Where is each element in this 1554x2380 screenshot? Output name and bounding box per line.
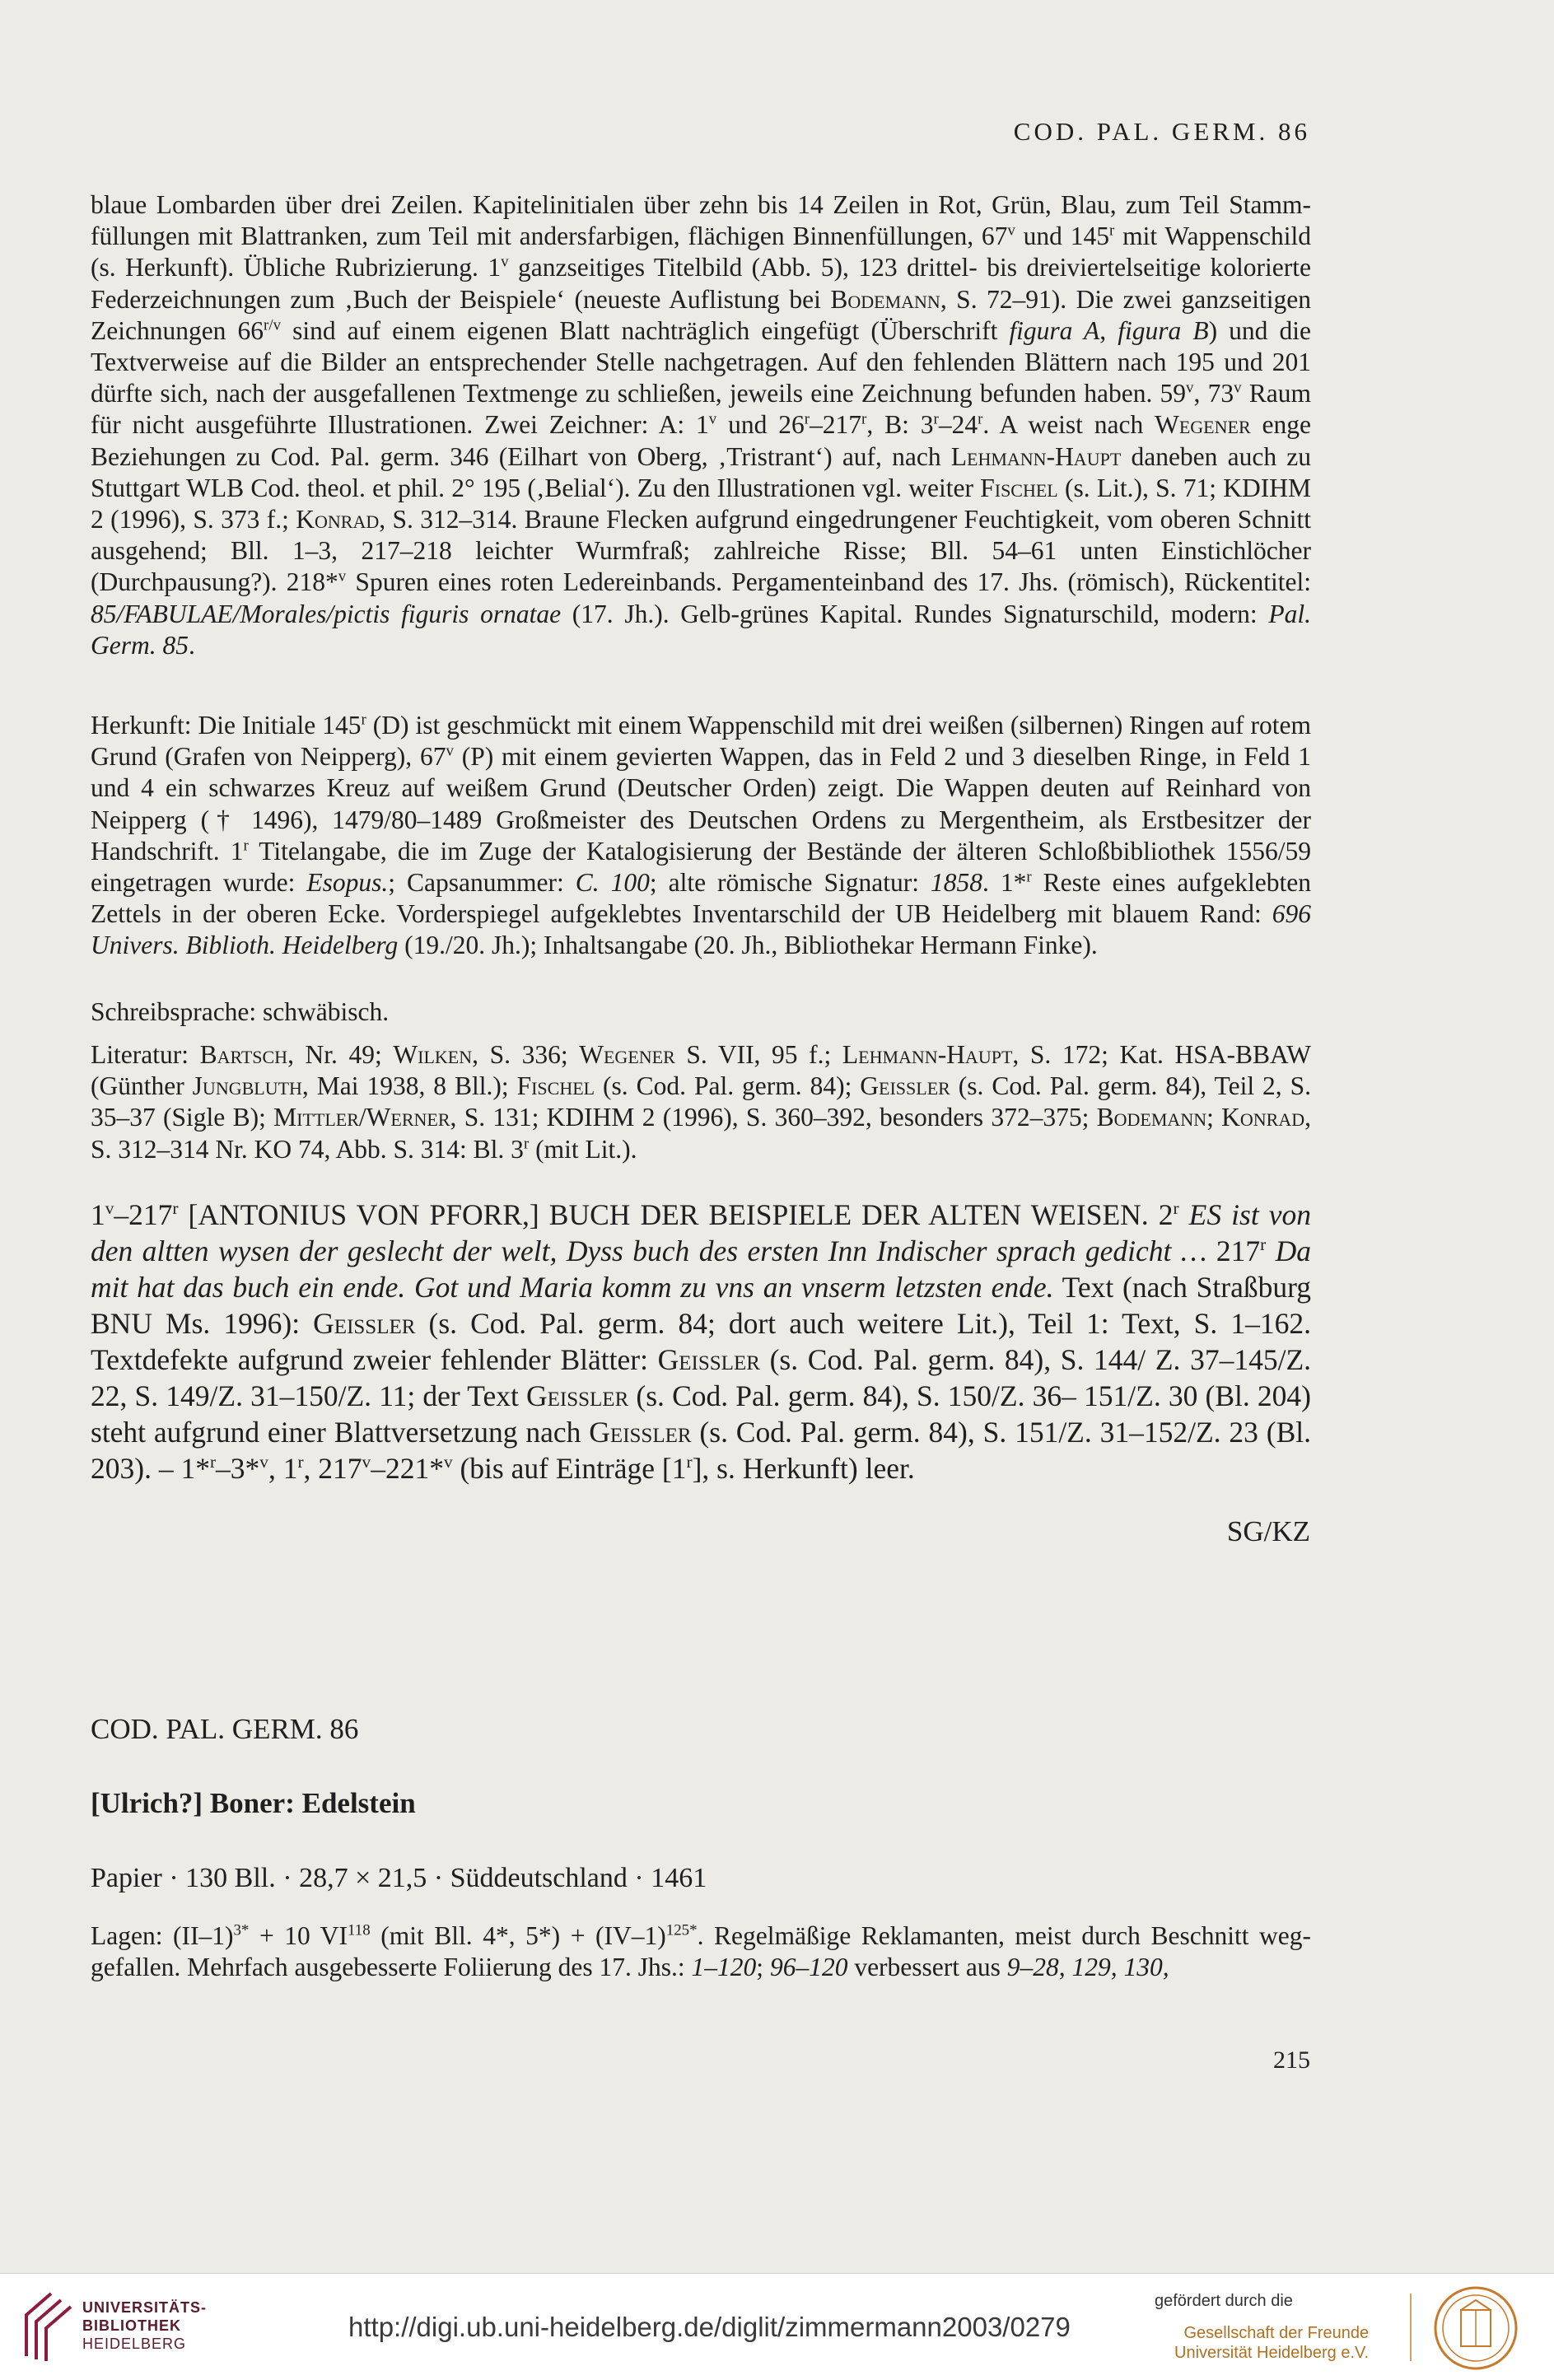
description-paragraph: blaue Lombarden über drei Zeilen. Kapitelinitialen über zehn bis 14 Zeilen in Rot, Grün, Blau, zum Teil Stammfüllungen mit Blattranken, zum Teil mit andersfarbigen, flächigen Binnenfüllungen, 67$^v$ und 145$^r$ mit Wappenschild (s. Herkunft). Übliche Rubrizierung. 1$^v$ ganzseitiges Titelbild (Abb. 5), 123 drittel- bis dreiviertelseitige kolorierte Federzeichnungen zum ‚Buch der Beispiele‘ (neueste Auflistung bei Bodemann, S. 72–91). Die zwei ganzseitigen Zeichnungen $66^{r/v}$ sind auf einem eigenen Blatt nachträglich eingefügt (Überschrift figura A, figura B) und die Textverweise auf die Bilder an entsprechender Stelle nachgetragen. Auf den fehlenden Blättern nach 195 und 201 dürfte sich, nach der ausgefallenen Textmenge zu schließen, jeweils eine Zeichnung befunden haben. 59$^v$, 73$^v$ Raum für nicht ausgeführte Illustrationen. Zwei Zeichner: A: 1$^v$ und 26$^r$–217$^r$, B: 3$^r$–24$^r$. A weist nach Wegener enge Beziehungen zu Cod. Pal. germ. 346 (Eilhart von Oberg, ‚Tristrant‘) auf, nach Lehmann-Haupt daneben auch zu Stuttgart WLB Cod. theol. et phil. 2° 195 (‚Belial‘). Zu den Illustrationen vgl. weiter Fischel (s. Lit.), S. 71; KDIHM 2 (1996), S. 373 f.; Konrad, S. 312–314. Braune Flecken aufgrund eingedrungener Feuchtigkeit, vom oberen Schnitt ausgehend; Bll. 1–3, 217–218 leichter Wurmfraß; zahlreiche Risse; Bll. 54–61 unten Einstichlöcher (Durchpausung?). 218*$^v$ Spuren eines roten Ledereinbands. Pergamenteinband des 17. Jhs. (römisch), Rückentitel: 85/FABULAE/Morales/pictis figuris ornatae (17. Jh.). Gelb-grünes Kapital. Rundes Signaturschild, modern: Pal. Germ. 85. (91, 190, 1312, 660)
footer-bar (0, 2273, 1554, 2380)
library-name-line3: HEIDELBERG (82, 2336, 187, 2352)
running-head: COD. PAL. GERM. 86 (1013, 117, 1310, 146)
library-name-line1: UNIVERSITÄTS- (82, 2299, 208, 2316)
literature-paragraph: Literatur: Bartsch, Nr. 49; Wilken, S. 336; Wegener S. VII, 95 f.; Lehmann-Haupt, S. 172; Kat. HSA-BBAW (Günther Jungbluth, Mai 1938, 8 Bll.); Fischel (s. Cod. Pal. germ. 84); Geissler (s. Cod. Pal. germ. 84), Teil 2, S. 35–37 (Sigle B); Mittler/Werner, S. 131; KDIHM 2 (1996), S. 360–392, besonders 372–375; Bodemann; Konrad, S. 312–314 Nr. KO 74, Abb. S. 314: Bl. 3$^r$ (mit Lit.). (91, 1040, 1312, 1164)
university-seal-icon (1433, 2285, 1519, 2371)
physical-description: Papier · 130 Bll. · 28,7 × 21,5 · Süddeutschland · 1461 (91, 1863, 707, 1893)
library-name-line2: BIBLIOTHEK (82, 2317, 181, 2334)
ub-heidelberg-logo-icon (18, 2290, 74, 2363)
work-title: [Ulrich?] Boner: Edelstein (91, 1787, 416, 1819)
funded-by-label: gefördert durch die (1155, 2292, 1293, 2310)
society-name-line1: Gesellschaft der Freunde (1183, 2324, 1370, 2342)
page-number: 215 (1273, 2046, 1310, 2074)
content-entry: 1$^v$–217$^r$ [ANTONIUS VON PFORR,] BUCH DER BEISPIELE DER ALTEN WEISEN. 2$^r$ ES ist von den altten wysen der geslecht der welt, Dyss buch des ersten Inn Indischer sprach gedicht … 217$^r$ Da mit hat das buch ein ende. Got und Maria komm zu vns an vnserm letzsten ende. Text (nach Straßburg BNU Ms. 1996): Geissler (s. Cod. Pal. germ. 84; dort auch weitere Lit.), Teil 1: Text, S. 1–162. Textdefekte aufgrund zweier fehlender Blätter: Geissler (s. Cod. Pal. germ. 84), S. 144/ Z. 37–145/Z. 22, S. 149/Z. 31–150/Z. 11; der Text Geissler (s. Cod. Pal. germ. 84), S. 150/Z. 36– 151/Z. 30 (Bl. 204) steht aufgrund einer Blattversetzung nach Geissler (s. Cod. Pal. germ. 84), S. 151/Z. 31–152/Z. 23 (Bl. 203). – 1*$^r$–3*$^v$, 1$^r$, 217$^v$–221*$^v$ (bis auf Einträge [1$^r$], s. Herkunft) leer. (91, 1198, 1312, 1485)
permalink-url[interactable]: http://digi.ub.uni-heidelberg.de/diglit/zimmermann2003/0279 (348, 2312, 1071, 2342)
society-name (1174, 2323, 1369, 2363)
schreibsprache-line: Schreibsprache: schwäbisch. (91, 997, 390, 1026)
library-name (82, 2298, 207, 2353)
editor-signature: SG/KZ (1226, 1515, 1310, 1547)
society-name-line2: Universität Heidelberg e.V. (1174, 2344, 1370, 2362)
codex-title: COD. PAL. GERM. 86 (91, 1713, 359, 1745)
lagen-paragraph: Lagen: $(II-1)^{3*} + 10$ VI$^{118}$ (mit Bll. 4*, $5*) + (IV-1)^{125*}$. Regelmäßige Reklamanten, meist durch Beschnitt weggefallen. Mehrfach ausgebesserte Foliierung des 17. Jhs.: 1–120; 96–120 verbessert aus 9–28, 129, 130, (91, 1921, 1312, 1981)
provenance-paragraph: Herkunft: Die Initiale 145$^r$ (D) ist geschmückt mit einem Wappenschild mit drei weißen (silbernen) Ringen auf rotem Grund (Grafen von Neipperg), 67$^v$ (P) mit einem gevierten Wappen, das in Feld 2 und 3 dieselben Ringe, in Feld 1 und 4 ein schwarzes Kreuz auf weißem Grund (Deutscher Orden) zeigt. Die Wappen deuten auf Reinhard von Neipperg († 1496), 1479/80–1489 Großmeister des Deutschen Ordens zu Mergentheim, als Erstbesitzer der Handschrift. 1$^r$ Titelangabe, die im Zuge der Katalogisierung der Bestände der älteren Schloßbibliothek 1556/59 eingetragen wurde: Esopus.; Capsanummer: C. 100; alte römische Signatur: 1858. 1*$^r$ Reste eines aufgeklebten Zettels in der oberen Ecke. Vorderspiegel aufgeklebtes Inventarschild der UB Heidelberg mit blauem Rand: 696 Univers. Biblioth. Heidelberg (19./20. Jh.); Inhaltsangabe (20. Jh., Bibliothekar Hermann Finke). (91, 711, 1312, 960)
footer-divider (1410, 2294, 1412, 2361)
